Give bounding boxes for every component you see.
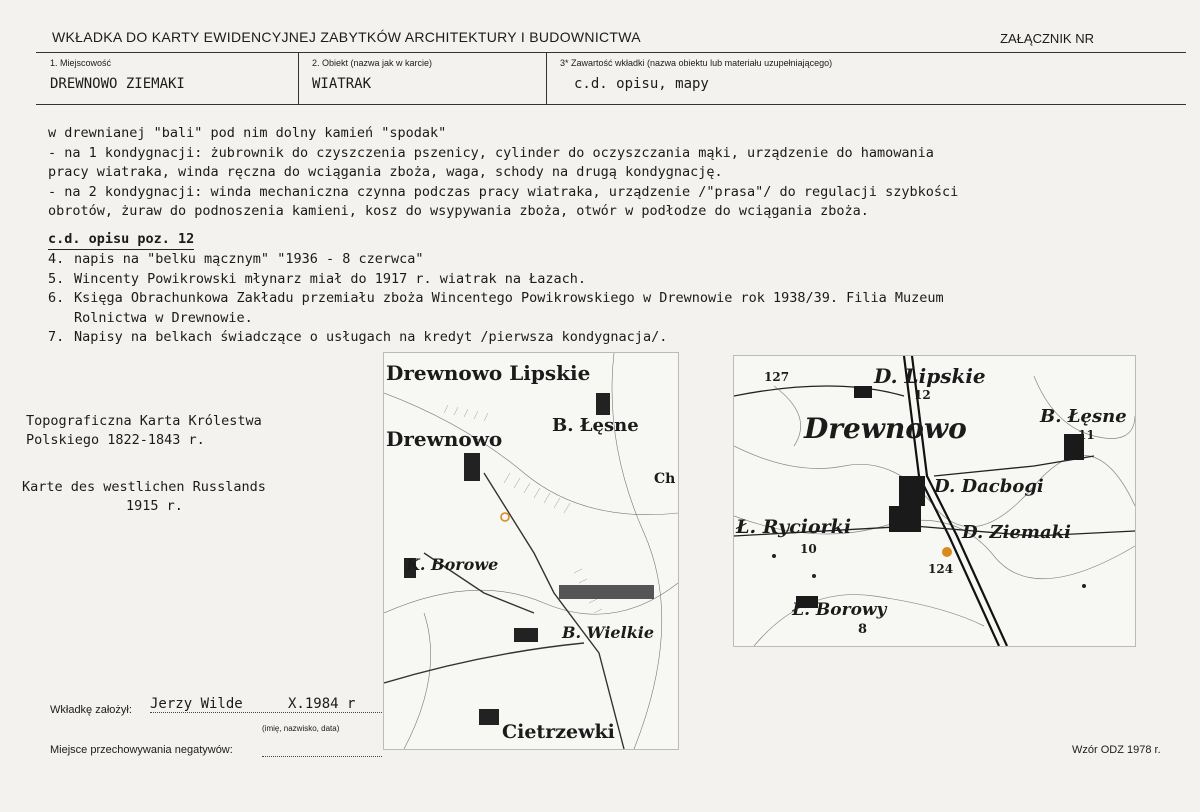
map-left-drawing [384,353,678,749]
map-label: 10 [800,542,817,556]
card-title: WKŁADKA DO KARTY EWIDENCYJNEJ ZABYTKÓW ARCHITEKTURY I BUDOWNICTWA [52,29,641,45]
description-line: - na 1 kondygnacji: żubrownik do czyszczenia pszenicy, cylinder do oczyszczania mąki, urządzenie do hamowania [48,144,934,161]
caption-line: 1915 r. [126,498,183,514]
caption-line: Karte des westlichen Russlands [22,479,266,495]
map-label: B. Łęsne [552,415,639,436]
content-label: 3* Zawartość wkładki (nazwa obiektu lub materiału uzupełniającego) [560,58,833,68]
storage-line [262,756,382,757]
attachment-number: ZAŁĄCZNIK NR [1000,31,1094,46]
map-label: 124 [928,562,954,576]
place-value: DREWNOWO ZIEMAKI [50,76,185,92]
list-item: Rolnictwa w Drewnowie. [74,309,253,326]
map-label: 11 [1078,428,1095,442]
map-label: Drewnowo [386,427,503,451]
founder-label: Wkładkę założył: [50,704,132,716]
subheading: c.d. opisu poz. 12 [48,230,194,251]
description-line: - na 2 kondygnacji: winda mechaniczna czynna podczas pracy wiatraka, urządzenie /"prasa"/ do regulacji szybkości [48,183,959,200]
map-label: D. Lipskie [874,364,986,388]
content-value: c.d. opisu, mapy [574,76,709,92]
caption-line: Topograficzna Karta Królestwa [26,413,262,429]
description-line: obrotów, żuraw do podnoszenia kamieni, kosz do wsypywania zboża, otwór w podłodze do wciągania zboża. [48,203,869,219]
list-item: 6. Księga Obrachunkowa Zakładu przemiału zboża Wincentego Powikrowskiego w Drewnowie rok 1938/39. Filia Muzeum [48,290,944,306]
map-label: Ch [654,471,676,487]
map-label: 12 [914,388,931,402]
form-number: Wzór ODZ 1978 r. [1072,744,1161,756]
map-label: B. Łęsne [1040,406,1127,427]
map-label: Cietrzewki [502,721,615,743]
list-item: 7. Napisy na belkach świadczące o usługach na kredyt /pierwsza kondygnacja/. [48,329,668,345]
founder-note: (imię, nazwisko, data) [262,724,340,733]
place-label: 1. Miejscowość [50,58,112,68]
caption-line: Polskiego 1822-1843 r. [26,432,205,448]
object-field [298,52,547,104]
map-label: D. Dacbogi [934,476,1044,497]
content-field [546,52,1186,104]
map-topographic-1822 [383,352,679,750]
founder-name: Jerzy Wilde [150,696,243,712]
founder-date: X.1984 r [288,696,356,712]
map-label: D. Ziemaki [962,522,1071,543]
map-label: Drewnowo Lipskie [386,361,591,385]
storage-label: Miejsce przechowywania negatywów: [50,744,233,756]
map-label: 127 [764,370,790,384]
map-russland-1915 [733,355,1136,647]
list-item: 5. Wincenty Powikrowski młynarz miał do 1917 r. wiatrak na Łazach. [48,270,587,287]
founder-line [150,696,382,713]
description-line: w drewnianej "bali" pod nim dolny kamień "spodak" [48,125,447,141]
header-fields [36,52,1186,105]
caption-right-map [22,478,266,516]
map-label: Drewnowo [804,412,967,445]
caption-left-map [26,412,262,450]
map-label: Ł. Borowy [792,600,887,620]
map-label: Ł. Ryciorki [736,516,852,538]
description-body [48,124,1168,348]
card-header [36,22,1186,53]
object-label: 2. Obiekt (nazwa jak w karcie) [312,58,433,68]
map-label: B. Wielkie [562,623,655,642]
map-label: K. Borowe [406,555,499,574]
description-line: pracy wiatraka, winda ręczna do wciągania zboża, waga, schody na drugą kondygnację. [48,164,723,180]
place-field [36,52,299,104]
map-label: 8 [858,622,868,637]
list-item: 4. napis na "belku mącznym" "1936 - 8 czerwca" [48,251,424,267]
object-value: WIATRAK [312,76,372,92]
